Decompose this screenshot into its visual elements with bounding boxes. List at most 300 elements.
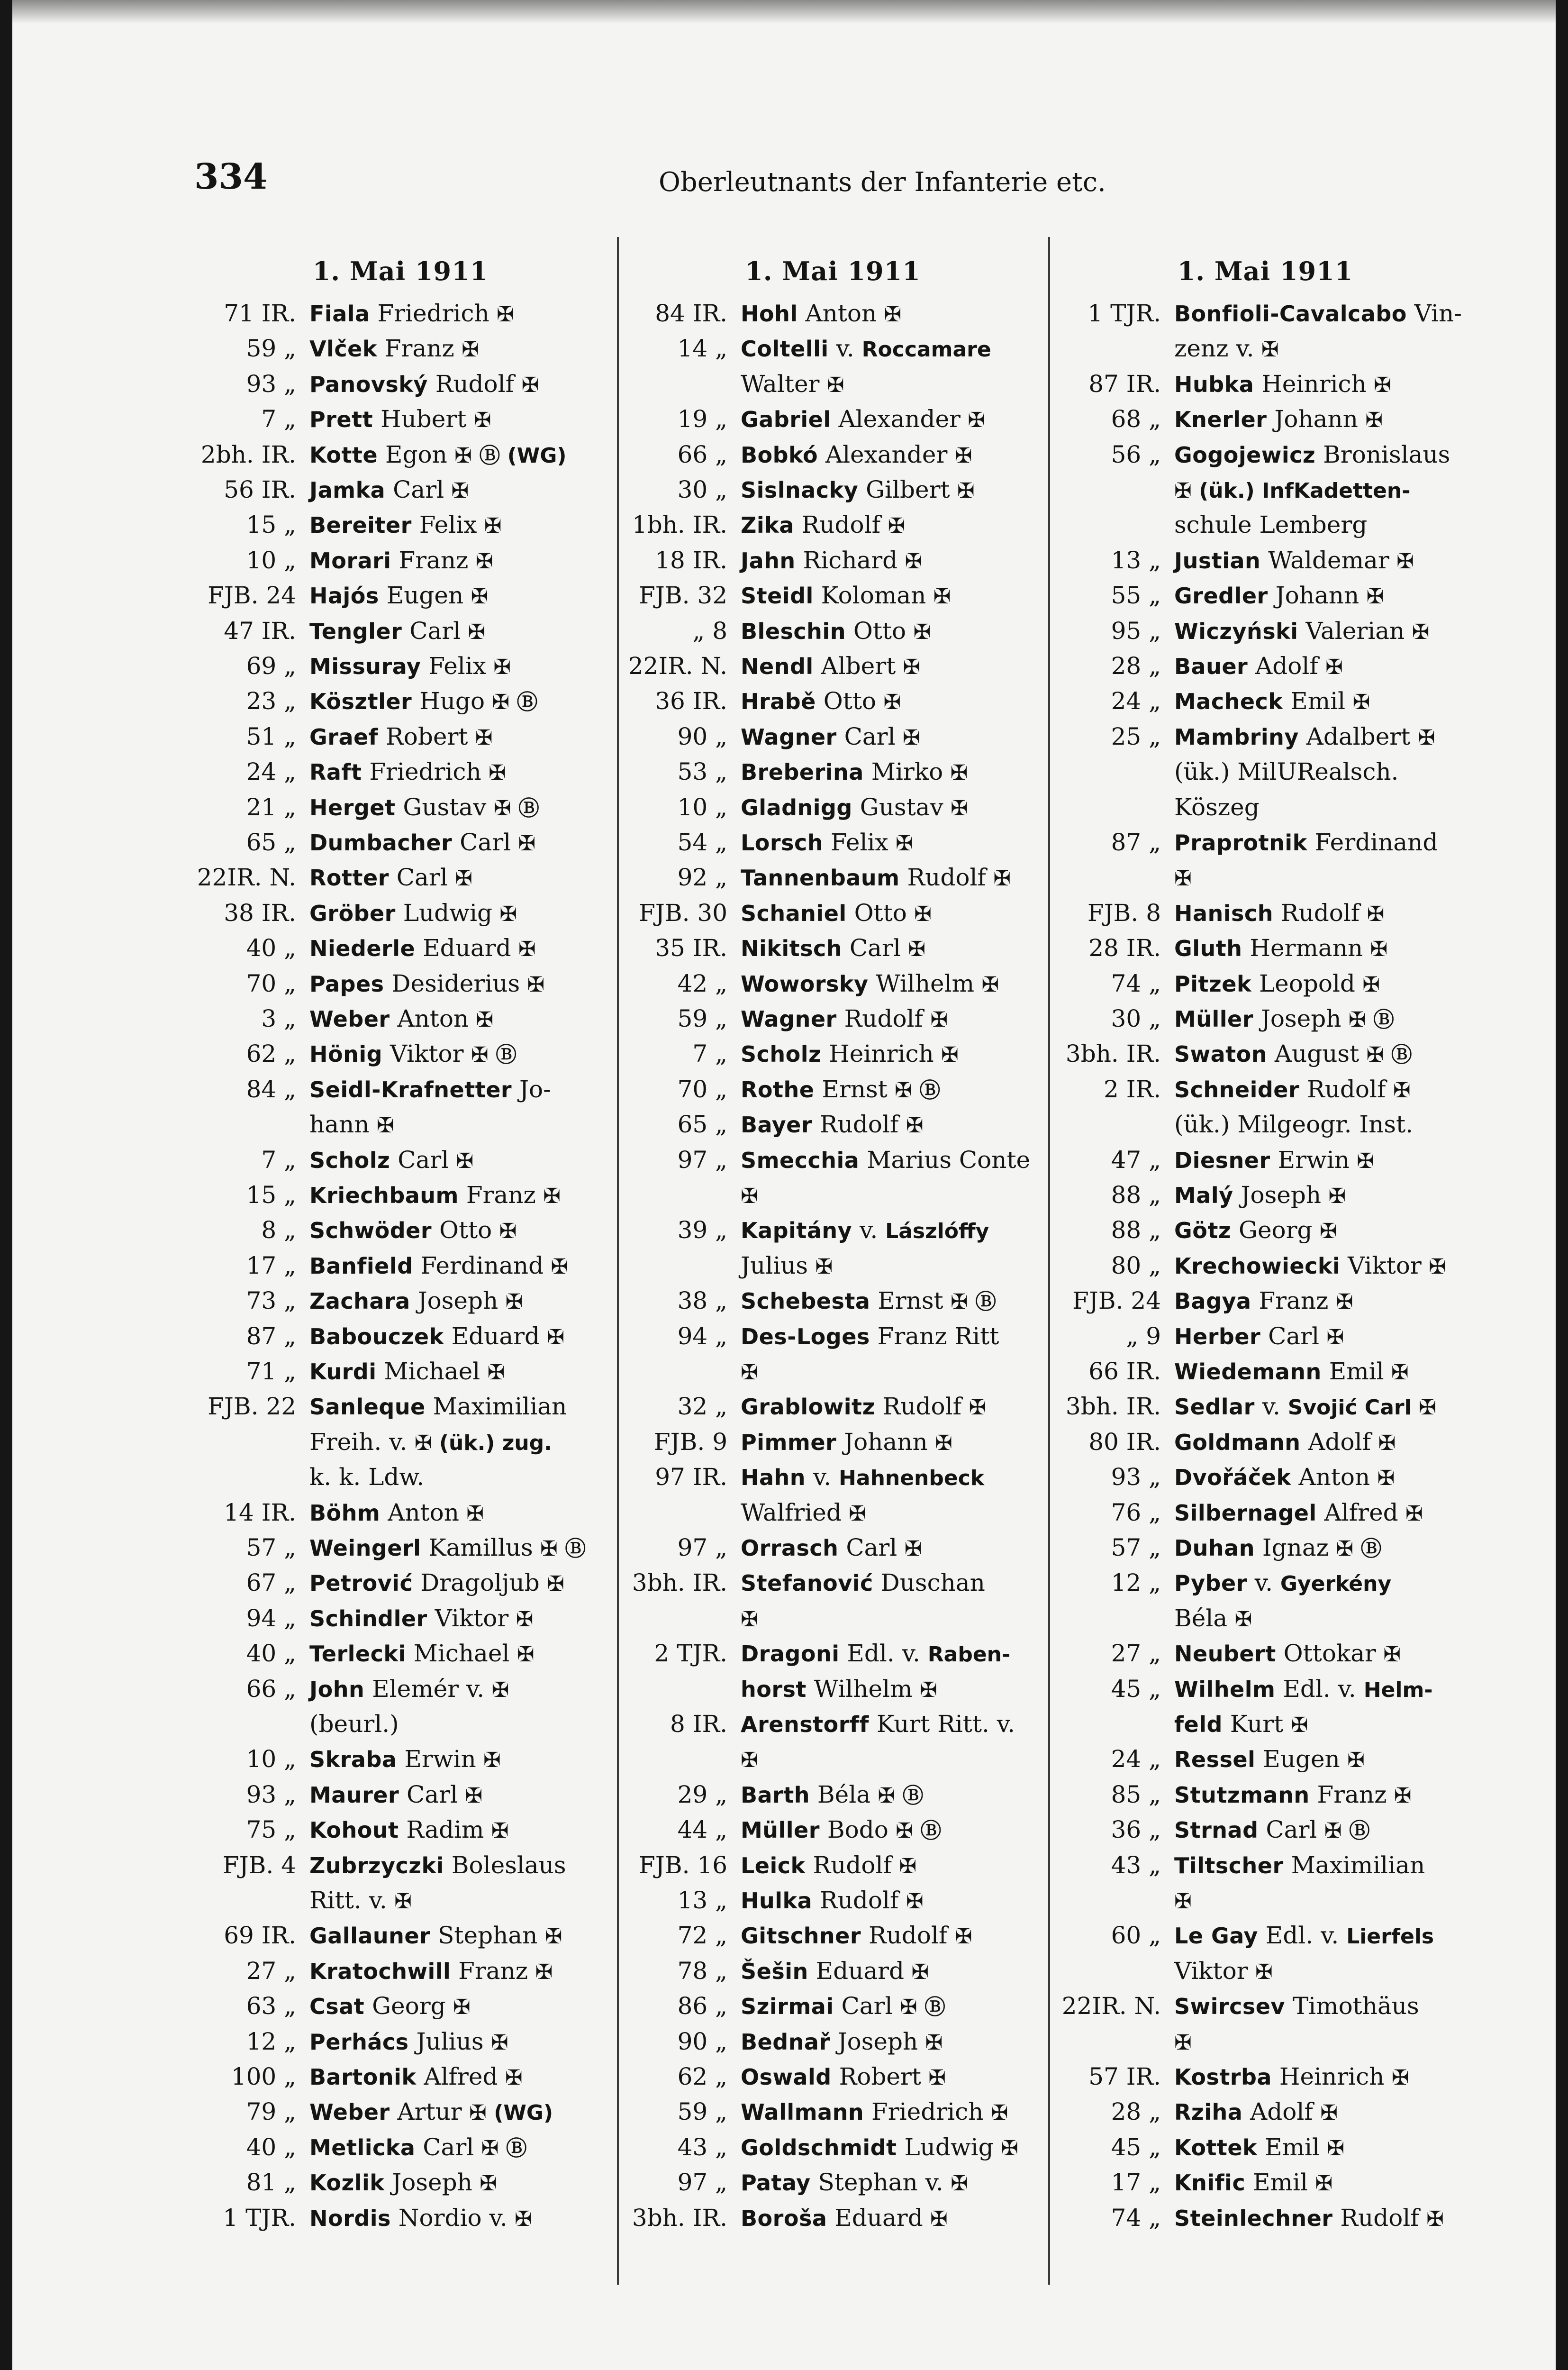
officer-given-name: Mirko — [863, 758, 943, 786]
officer-entry — [1174, 578, 1384, 613]
officer-given-name: Ottokar — [1276, 1640, 1376, 1668]
roster-line — [618, 719, 1047, 754]
entry-suffix: ✠ Ⓑ — [463, 1043, 517, 1067]
roster-line — [1052, 1918, 1478, 1953]
officer-surname: Scholz — [741, 1041, 822, 1067]
unit-designation: 59 „ — [677, 2098, 727, 2126]
officer-surname: Prett — [309, 407, 373, 433]
entry-suffix: ✠ — [876, 690, 901, 715]
officer-surname: Zika — [741, 512, 794, 538]
officer-surname: Bagya — [1174, 1288, 1251, 1314]
officer-entry — [1174, 966, 1380, 1001]
officer-given-name: Emil — [1283, 687, 1346, 715]
entry-suffix: ✠ — [449, 1149, 474, 1173]
officer-entry — [1174, 1918, 1434, 1953]
roster-line — [1052, 719, 1478, 754]
entry-suffix: ✠ — [1384, 2066, 1409, 2090]
roster-line — [1052, 1848, 1478, 1883]
roster-line — [1052, 1706, 1478, 1741]
officer-given-name: (beurl.) — [309, 1710, 399, 1738]
officer-entry — [309, 1319, 564, 1354]
officer-entry — [1174, 1036, 1412, 1071]
officer-entry — [741, 648, 920, 684]
entry-suffix: ✠ — [1360, 902, 1385, 926]
officer-entry — [309, 2059, 523, 2094]
officer-surname: Dumbacher — [309, 830, 453, 856]
officer-given-name: Joseph — [410, 1287, 498, 1315]
roster-line — [1052, 472, 1478, 507]
officer-entry — [741, 966, 999, 1001]
officer-entry — [741, 507, 905, 542]
officer-surname: Bonfioli-Cavalcabo — [1174, 301, 1407, 327]
officer-entry — [741, 1848, 916, 1883]
roster-line — [187, 578, 614, 613]
officer-given-name: Anton — [798, 300, 877, 327]
officer-given-name: Egon — [378, 440, 447, 468]
officer-given-name: Maximilian — [425, 1393, 567, 1421]
officer-entry — [309, 754, 506, 789]
entry-suffix: ✠ — [1318, 655, 1343, 679]
roster-line — [1052, 613, 1478, 648]
officer-given-name: Adalbert — [1298, 722, 1411, 750]
unit-designation: FJB. 9 — [653, 1428, 727, 1456]
roster-line — [618, 860, 1047, 895]
roster-line — [187, 684, 614, 719]
officer-surname: Boroša — [741, 2205, 827, 2231]
roster-line — [618, 1636, 1047, 1671]
unit-designation: 78 „ — [677, 1957, 727, 1985]
officer-surname: Woworsky — [741, 971, 869, 997]
officer-given-name: Rudolf — [427, 370, 515, 398]
officer-entry — [741, 1142, 1030, 1177]
roster-line — [187, 1459, 614, 1495]
roster-line — [1052, 1142, 1478, 1177]
unit-designation: 92 „ — [677, 864, 727, 892]
roster-line — [1052, 1354, 1478, 1389]
officer-surname: Hanisch — [1174, 900, 1273, 926]
column-date-heading: 1. Mai 1911 — [1177, 256, 1353, 286]
roster-line — [618, 613, 1047, 648]
officer-entry — [1174, 1283, 1353, 1318]
unit-designation: 7 „ — [692, 1040, 727, 1068]
unit-designation: 97 „ — [677, 2169, 727, 2197]
roster-column-1 — [187, 256, 614, 2304]
officer-given-name: Hubert — [373, 405, 467, 433]
unit-designation: 80 „ — [1111, 1251, 1161, 1279]
entry-suffix: ✠ — [544, 1254, 569, 1279]
unit-designation: 28 IR. — [1088, 934, 1161, 962]
roster-line — [187, 366, 614, 401]
roster-line — [187, 1883, 614, 1918]
officer-given-name: (ük.) Milgeogr. Inst. — [1174, 1111, 1413, 1139]
officer-surname: Hönig — [309, 1041, 383, 1067]
officer-given-name: Carl — [385, 476, 444, 503]
entry-suffix: ✠ — [1410, 725, 1435, 750]
officer-entry — [741, 331, 991, 366]
roster-line — [187, 1389, 614, 1424]
roster-line — [1052, 1530, 1478, 1565]
officer-entry — [741, 1283, 996, 1318]
officer-surname: Stefanović — [741, 1570, 873, 1596]
officer-surname: Perhács — [309, 2029, 409, 2055]
roster-line — [187, 2059, 614, 2094]
officer-given-name: Stephan v. — [810, 2169, 943, 2197]
roster-line — [1052, 1812, 1478, 1847]
roster-line — [618, 2024, 1047, 2059]
officer-surname: Szirmai — [741, 1994, 834, 2020]
unit-designation: 30 „ — [1111, 1005, 1161, 1032]
unit-designation: 93 „ — [246, 370, 296, 398]
officer-entry — [741, 1953, 929, 1988]
unit-designation: 56 IR. — [224, 476, 296, 503]
roster-line — [1052, 331, 1478, 366]
roster-line — [618, 401, 1047, 437]
entry-suffix: ✠ — [387, 1889, 412, 1914]
officer-given-name: Joseph — [830, 2027, 918, 2055]
officer-entry — [741, 1636, 1010, 1671]
entry-suffix: ✠ — [511, 831, 536, 856]
entry-suffix: ✠ — [486, 655, 511, 679]
officer-surname: Gogojewicz — [1174, 442, 1316, 468]
roster-line — [1052, 507, 1478, 542]
unit-designation: 22IR. N. — [197, 864, 296, 892]
officer-given-name: Friedrich — [864, 2098, 984, 2126]
unit-designation: 59 „ — [246, 335, 296, 363]
officer-entry — [309, 613, 485, 648]
unit-designation: 17 „ — [1111, 2169, 1161, 2197]
roster-line — [618, 1883, 1047, 1918]
roster-line — [187, 1107, 614, 1142]
officer-entry — [1174, 1107, 1413, 1142]
entry-suffix: ✠ — [463, 584, 489, 609]
officer-entry — [741, 825, 913, 860]
officer-given-name: Walter — [741, 370, 820, 398]
unit-designation: 29 „ — [677, 1780, 727, 1808]
entry-suffix: ✠ — [1366, 373, 1391, 397]
officer-given-name: k. k. Ldw. — [309, 1463, 425, 1491]
roster-line — [187, 1319, 614, 1354]
officer-surname: Hulka — [741, 1888, 813, 1914]
entry-suffix: ✠ — [741, 1748, 758, 1773]
unit-designation: 2 TJR. — [654, 1640, 727, 1668]
officer-surname: Pimmer — [741, 1429, 837, 1455]
officer-surname: Wagner — [741, 724, 837, 750]
roster-line — [618, 1565, 1047, 1600]
unit-designation: 57 „ — [246, 1534, 296, 1561]
officer-surname: Macheck — [1174, 689, 1283, 715]
unit-designation: 74 „ — [1111, 2204, 1161, 2232]
roster-line — [1052, 1883, 1478, 1918]
officer-given-name: Franz — [391, 546, 469, 574]
officer-surname: Tannenbaum — [741, 865, 900, 891]
officer-entry — [741, 1072, 940, 1107]
officer-given-name: Kamillus — [421, 1534, 533, 1561]
entry-suffix: ✠ — [498, 1290, 523, 1314]
column-divider — [1048, 237, 1050, 2285]
entry-suffix: Lászlóffy — [885, 1219, 989, 1244]
officer-entry — [741, 1459, 984, 1495]
unit-designation: 70 „ — [246, 969, 296, 997]
roster-line — [618, 2130, 1047, 2165]
officer-surname: Kottek — [1174, 2134, 1258, 2160]
officer-given-name: Eduard — [827, 2204, 923, 2232]
officer-surname: Neubert — [1174, 1641, 1276, 1667]
officer-entry — [309, 1495, 484, 1530]
officer-surname: Grablowitz — [741, 1394, 875, 1420]
officer-given-name: Duschan — [873, 1569, 985, 1597]
officer-given-name: Erwin — [397, 1745, 476, 1773]
roster-line — [618, 1918, 1047, 1953]
officer-entry — [309, 1389, 567, 1424]
officer-given-name: Felix — [823, 829, 888, 856]
officer-given-name: Julius — [408, 2027, 484, 2055]
roster-line — [618, 1283, 1047, 1318]
entry-suffix: ✠ — [877, 302, 902, 327]
officer-entry — [309, 1601, 533, 1636]
officer-entry — [1174, 1883, 1192, 1918]
officer-surname: Weber — [309, 2099, 390, 2125]
roster-line — [187, 1741, 614, 1777]
entry-suffix: Hahnenbeck — [839, 1466, 985, 1491]
roster-line — [1052, 1988, 1478, 2024]
officer-given-name: Eduard — [415, 934, 511, 962]
officer-given-name: Emil — [1321, 1358, 1384, 1385]
officer-entry — [309, 930, 536, 966]
officer-given-name: Waldemar — [1260, 546, 1389, 574]
entry-suffix: ✠ Ⓑ — [892, 1995, 945, 2020]
officer-given-name: Erwin — [1270, 1146, 1350, 1174]
roster-line — [618, 790, 1047, 825]
unit-designation: 68 „ — [1111, 405, 1161, 433]
roster-line — [187, 401, 614, 437]
entry-suffix: ✠ — [841, 1501, 867, 1526]
roster-line — [1052, 1953, 1478, 1988]
unit-designation: 76 „ — [1111, 1498, 1161, 1526]
officer-surname: Bauer — [1174, 654, 1248, 679]
entry-suffix: ✠ — [960, 408, 986, 433]
officer-given-name: Rudolf — [875, 1393, 962, 1421]
officer-entry — [741, 2059, 946, 2094]
entry-suffix: ✠ — [741, 1184, 758, 1208]
entry-suffix: ✠ — [1376, 1642, 1401, 1667]
officer-entry — [309, 860, 472, 895]
officer-given-name: Joseph — [1253, 1005, 1341, 1032]
officer-surname: Skraba — [309, 1747, 397, 1773]
entry-suffix: ✠ — [888, 831, 913, 856]
officer-given-name: v. — [806, 1463, 839, 1491]
unit-designation: 97 IR. — [655, 1463, 727, 1491]
unit-designation: 93 „ — [1111, 1463, 1161, 1491]
unit-designation: 13 „ — [1111, 546, 1161, 574]
officer-given-name: Georg — [1231, 1216, 1313, 1244]
officer-surname: Hohl — [741, 301, 798, 327]
unit-designation: 65 „ — [246, 829, 296, 856]
officer-surname: Krechowiecki — [1174, 1253, 1341, 1279]
roster-line — [618, 1812, 1047, 1847]
officer-given-name: Alfred — [416, 2063, 498, 2090]
unit-designation: 66 IR. — [1088, 1358, 1161, 1385]
entry-suffix: ✠ — [447, 866, 472, 891]
officer-given-name: Heinrich — [1254, 370, 1367, 398]
roster-line — [618, 648, 1047, 684]
officer-entry — [741, 1319, 999, 1354]
unit-designation: „ 9 — [1126, 1322, 1161, 1350]
officer-surname: Strnad — [1174, 1817, 1259, 1843]
officer-entry — [309, 2165, 497, 2200]
officer-entry — [309, 1354, 505, 1389]
officer-surname: Schwöder — [309, 1218, 432, 1244]
entry-suffix: ✠ Ⓑ — [1341, 1008, 1394, 1032]
officer-given-name: Köszeg — [1174, 793, 1260, 821]
officer-surname: Patay — [741, 2170, 811, 2196]
officer-entry — [309, 1036, 517, 1071]
entry-suffix: ✠ — [808, 1254, 833, 1279]
roster-line — [618, 1319, 1047, 1354]
unit-designation: 79 „ — [246, 2098, 296, 2126]
unit-designation: 18 IR. — [655, 546, 727, 574]
unit-designation: 40 „ — [246, 934, 296, 962]
officer-given-name: Johann — [1267, 405, 1358, 433]
officer-surname: Nordis — [309, 2205, 391, 2231]
unit-designation: 44 „ — [677, 1816, 727, 1844]
officer-given-name: Artur — [390, 2098, 462, 2126]
roster-line — [1052, 860, 1478, 895]
officer-entry — [741, 1601, 758, 1636]
unit-designation: 87 IR. — [1088, 370, 1161, 398]
entry-suffix: ✠ — [477, 514, 502, 538]
entry-suffix: Helm- — [1363, 1677, 1433, 1702]
officer-entry — [1174, 1777, 1412, 1812]
unit-designation: 84 IR. — [655, 300, 727, 327]
roster-line — [187, 825, 614, 860]
unit-designation: „ 8 — [692, 617, 727, 645]
officer-entry — [741, 1565, 985, 1600]
unit-designation: 84 „ — [246, 1075, 296, 1103]
officer-surname: Götz — [1174, 1218, 1232, 1244]
roster-line — [187, 895, 614, 930]
officer-surname: Schaniel — [741, 900, 847, 926]
officer-given-name: Ritt. v. — [309, 1887, 387, 1914]
officer-surname: Steinlechner — [1174, 2205, 1333, 2231]
entry-suffix: ✠ Ⓑ — [474, 2136, 527, 2160]
officer-given-name: Johann — [836, 1428, 928, 1456]
entry-suffix: ✠ (ük.) zug. — [407, 1431, 552, 1455]
officer-entry — [741, 1107, 924, 1142]
unit-designation: 43 „ — [677, 2133, 727, 2161]
officer-surname: Banfield — [309, 1253, 413, 1279]
officer-given-name: Viktor — [382, 1040, 464, 1068]
roster-line — [187, 613, 614, 648]
officer-given-name: Anton — [1291, 1463, 1370, 1491]
roster-line — [618, 1036, 1047, 1071]
roster-line — [618, 2059, 1047, 2094]
officer-entry — [741, 1918, 972, 1953]
roster-line — [187, 296, 614, 331]
officer-given-name: Albert — [813, 652, 896, 680]
roster-line — [187, 2165, 614, 2200]
officer-entry — [741, 1036, 959, 1071]
entry-suffix: ✠ — [1254, 337, 1279, 362]
unit-designation: 60 „ — [1111, 1922, 1161, 1950]
officer-surname: Kohout — [309, 1817, 399, 1843]
officer-entry — [1174, 543, 1414, 578]
roster-line — [187, 930, 614, 966]
officer-given-name: Marius Conte — [859, 1146, 1031, 1174]
roster-line — [618, 1495, 1047, 1530]
roster-line — [1052, 1319, 1478, 1354]
unit-designation: 72 „ — [677, 1922, 727, 1950]
officer-entry — [1174, 1389, 1436, 1424]
officer-given-name: Felix — [421, 652, 486, 680]
running-title: Oberleutnants der Infanterie etc. — [659, 167, 1106, 198]
entry-suffix: ✠ — [540, 1325, 565, 1349]
officer-entry — [1174, 825, 1438, 860]
officer-entry — [309, 966, 544, 1001]
officer-given-name: Wilhelm — [806, 1675, 913, 1703]
officer-entry — [1174, 2059, 1409, 2094]
officer-given-name: Carl — [389, 864, 448, 892]
officer-given-name: Boleslaus — [444, 1851, 566, 1879]
entry-suffix: ✠ — [943, 2171, 968, 2196]
officer-surname: Wilhelm — [1174, 1676, 1276, 1702]
roster-line — [618, 1354, 1047, 1389]
entry-suffix: ✠ — [484, 1677, 509, 1702]
officer-surname: Müller — [1174, 1006, 1253, 1032]
entry-suffix: ✠ — [923, 2206, 948, 2231]
officer-entry — [309, 331, 479, 366]
unit-designation: 3bh. IR. — [1065, 1040, 1161, 1068]
officer-entry — [741, 895, 932, 930]
unit-designation: 40 „ — [246, 2133, 296, 2161]
officer-given-name: Kurt Ritt. v. — [869, 1710, 1015, 1738]
unit-designation: 66 „ — [246, 1675, 296, 1703]
officer-surname: Nikitsch — [741, 936, 843, 962]
officer-given-name: Ernst — [814, 1075, 888, 1103]
entry-suffix: ✠ — [906, 902, 932, 926]
officer-surname: Le Gay — [1174, 1923, 1258, 1949]
officer-surname: Vlček — [309, 336, 377, 362]
entry-suffix: ✠ — [514, 373, 539, 397]
unit-designation: 62 „ — [677, 2063, 727, 2090]
officer-surname: Missuray — [309, 654, 421, 679]
unit-designation: 25 „ — [1111, 722, 1161, 750]
officer-given-name: Franz — [1251, 1287, 1329, 1315]
roster-line — [618, 1001, 1047, 1036]
entry-suffix: ✠ — [900, 937, 926, 962]
officer-given-name: Rudolf — [794, 511, 881, 539]
officer-given-name: Freih. v. — [309, 1428, 408, 1456]
officer-surname: Rotter — [309, 865, 389, 891]
roster-line — [1052, 1601, 1478, 1636]
roster-line — [618, 1142, 1047, 1177]
roster-line — [1052, 1036, 1478, 1071]
officer-given-name: Carl — [452, 829, 511, 856]
officer-entry — [741, 754, 968, 789]
roster-line — [1052, 2130, 1478, 2165]
officer-entry — [741, 1530, 922, 1565]
officer-given-name: Bodo — [819, 1816, 888, 1844]
unit-designation: 17 „ — [246, 1251, 296, 1279]
officer-surname: Malý — [1174, 1183, 1233, 1208]
entry-suffix: ✠ — [1340, 1748, 1365, 1773]
officer-surname: Pyber — [1174, 1570, 1247, 1596]
unit-designation: 24 „ — [1111, 687, 1161, 715]
officer-surname: Gabriel — [741, 407, 831, 433]
officer-entry — [309, 1848, 566, 1883]
officer-surname: Csat — [309, 1994, 365, 2020]
unit-designation: 2 IR. — [1104, 1075, 1161, 1103]
officer-given-name: hann — [309, 1111, 370, 1139]
